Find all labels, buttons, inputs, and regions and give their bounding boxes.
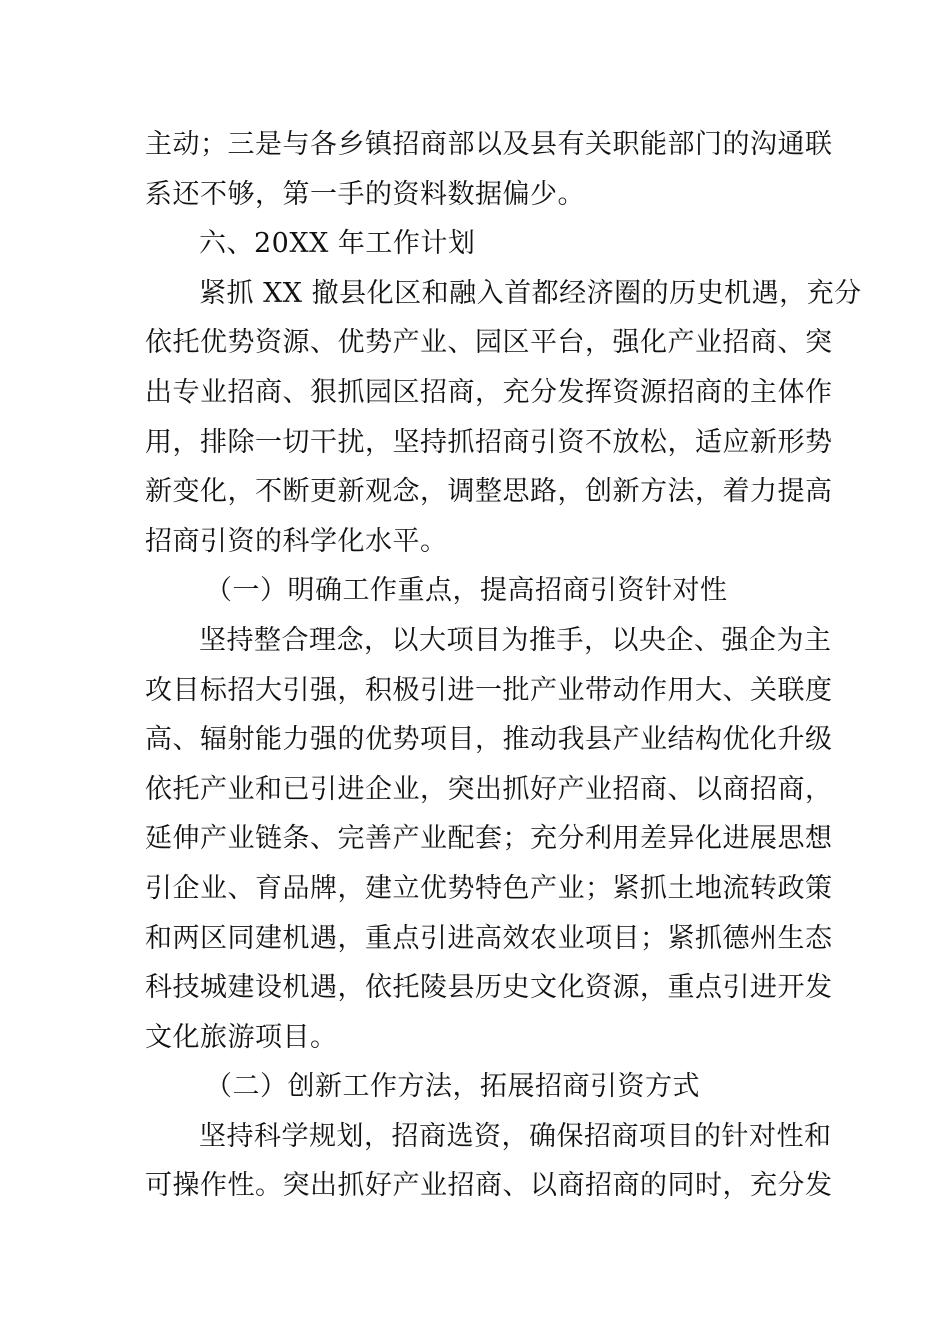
text-line: 坚持整合理念，以大项目为推手，以央企、强企为主 bbox=[199, 624, 832, 656]
text-line: 坚持科学规划，招商选资，确保招商项目的针对性和 bbox=[199, 1120, 832, 1152]
text-line: 招商引资的科学化水平。 bbox=[145, 525, 448, 557]
section-heading: 六、20XX 年工作计划 bbox=[199, 228, 476, 260]
subsection-heading: （二）创新工作方法，拓展招商引资方式 bbox=[205, 1071, 700, 1103]
text-line: 文化旅游项目。 bbox=[145, 1021, 338, 1053]
text-line: 系还不够，第一手的资料数据偏少。 bbox=[145, 178, 585, 210]
text-line: 可操作性。突出抓好产业招商、以商招商的同时，充分发 bbox=[145, 1170, 833, 1202]
text-line: 科技城建设机遇，依托陵县历史文化资源，重点引进开发 bbox=[145, 972, 833, 1004]
text-line: 和两区同建机遇，重点引进高效农业项目；紧抓德州生态 bbox=[145, 922, 833, 954]
text-line: 新变化，不断更新观念，调整思路，创新方法，着力提高 bbox=[145, 476, 833, 508]
text-line: 主动；三是与各乡镇招商部以及县有关职能部门的沟通联 bbox=[145, 129, 833, 160]
text-line: 出专业招商、狠抓园区招商，充分发挥资源招商的主体作 bbox=[145, 376, 833, 408]
text-line: 紧抓 XX 撤县化区和融入首都经济圈的历史机遇，充分 bbox=[199, 277, 862, 309]
text-line: 依托产业和已引进企业，突出抓好产业招商、以商招商， bbox=[145, 773, 833, 805]
text-line: 延伸产业链条、完善产业配套；充分利用差异化进展思想 bbox=[145, 823, 833, 855]
text-line: 引企业、育品牌，建立优势特色产业；紧抓土地流转政策 bbox=[145, 872, 833, 904]
text-line: 用，排除一切干扰，坚持抓招商引资不放松，适应新形势 bbox=[145, 426, 833, 458]
text-line: 攻目标招大引强，积极引进一批产业带动作用大、关联度 bbox=[145, 674, 833, 706]
text-line: 高、辐射能力强的优势项目，推动我县产业结构优化升级 bbox=[145, 724, 833, 756]
subsection-heading: （一）明确工作重点，提高招商引资针对性 bbox=[205, 575, 728, 607]
document-body bbox=[145, 120, 862, 1211]
text-line: 依托优势资源、优势产业、园区平台，强化产业招商、突 bbox=[145, 327, 833, 359]
